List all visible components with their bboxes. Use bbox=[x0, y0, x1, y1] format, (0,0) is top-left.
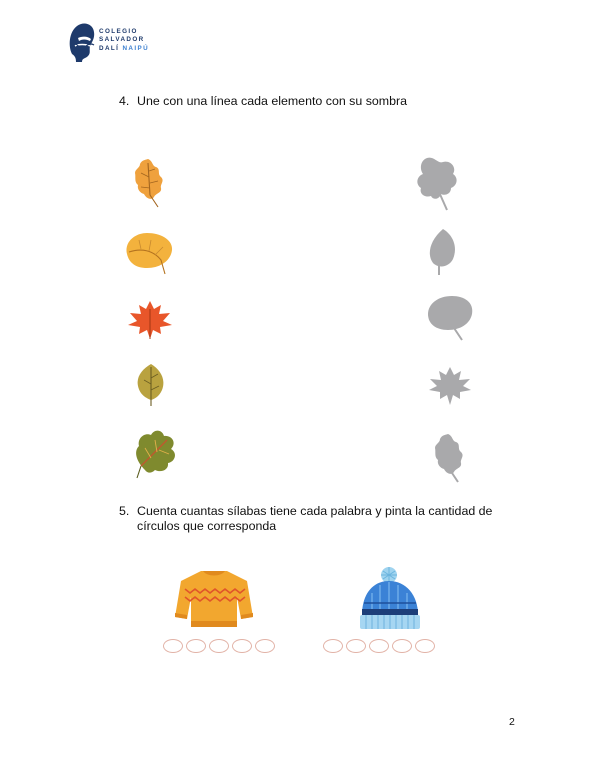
maple-shadow-icon[interactable] bbox=[427, 365, 473, 409]
question-number: 5. bbox=[119, 504, 130, 518]
page-number: 2 bbox=[509, 716, 515, 728]
oak-shadow-icon[interactable] bbox=[428, 432, 468, 484]
birch-leaf-icon[interactable] bbox=[121, 230, 175, 276]
logo-line-1: COLEGIO bbox=[99, 28, 138, 35]
question-text: Une con una línea cada elemento con su sombra bbox=[137, 94, 408, 108]
syllable-circle[interactable] bbox=[369, 639, 389, 653]
syllable-circle[interactable] bbox=[323, 639, 343, 653]
syllable-circle[interactable] bbox=[209, 639, 229, 653]
birch-shadow-icon[interactable] bbox=[424, 292, 476, 342]
logo-line-3: DALÍ bbox=[99, 44, 120, 52]
question-number: 4. bbox=[119, 94, 130, 108]
syllable-circle[interactable] bbox=[232, 639, 252, 653]
oak-leaf-icon[interactable] bbox=[128, 157, 168, 209]
maple-leaf-icon[interactable] bbox=[126, 299, 174, 341]
syllable-circles-beanie bbox=[323, 639, 435, 653]
logo-accent: NAIPÚ bbox=[122, 44, 150, 52]
logo-wordmark bbox=[99, 28, 149, 53]
school-logo bbox=[66, 20, 176, 64]
syllable-circles-sweater bbox=[163, 639, 275, 653]
syllable-circle[interactable] bbox=[392, 639, 412, 653]
beanie-hat-icon[interactable] bbox=[356, 565, 426, 631]
logo-line-2: SALVADOR bbox=[99, 36, 145, 44]
syllable-circle[interactable] bbox=[163, 639, 183, 653]
hawthorn-leaf-icon[interactable] bbox=[131, 426, 181, 482]
hawthorn-shadow-icon[interactable] bbox=[413, 154, 461, 212]
syllable-circle[interactable] bbox=[346, 639, 366, 653]
oval-shadow-icon[interactable] bbox=[425, 227, 459, 277]
question-text: Cuenta cuantas sílabas tiene cada palabra y pinta la cantidad de círculos que corresponda bbox=[137, 504, 493, 533]
syllable-circle[interactable] bbox=[186, 639, 206, 653]
sweater-icon[interactable] bbox=[173, 567, 255, 629]
dali-portrait-icon bbox=[66, 20, 98, 64]
oval-leaf-icon[interactable] bbox=[134, 362, 168, 408]
syllable-circle[interactable] bbox=[255, 639, 275, 653]
syllable-circle[interactable] bbox=[415, 639, 435, 653]
